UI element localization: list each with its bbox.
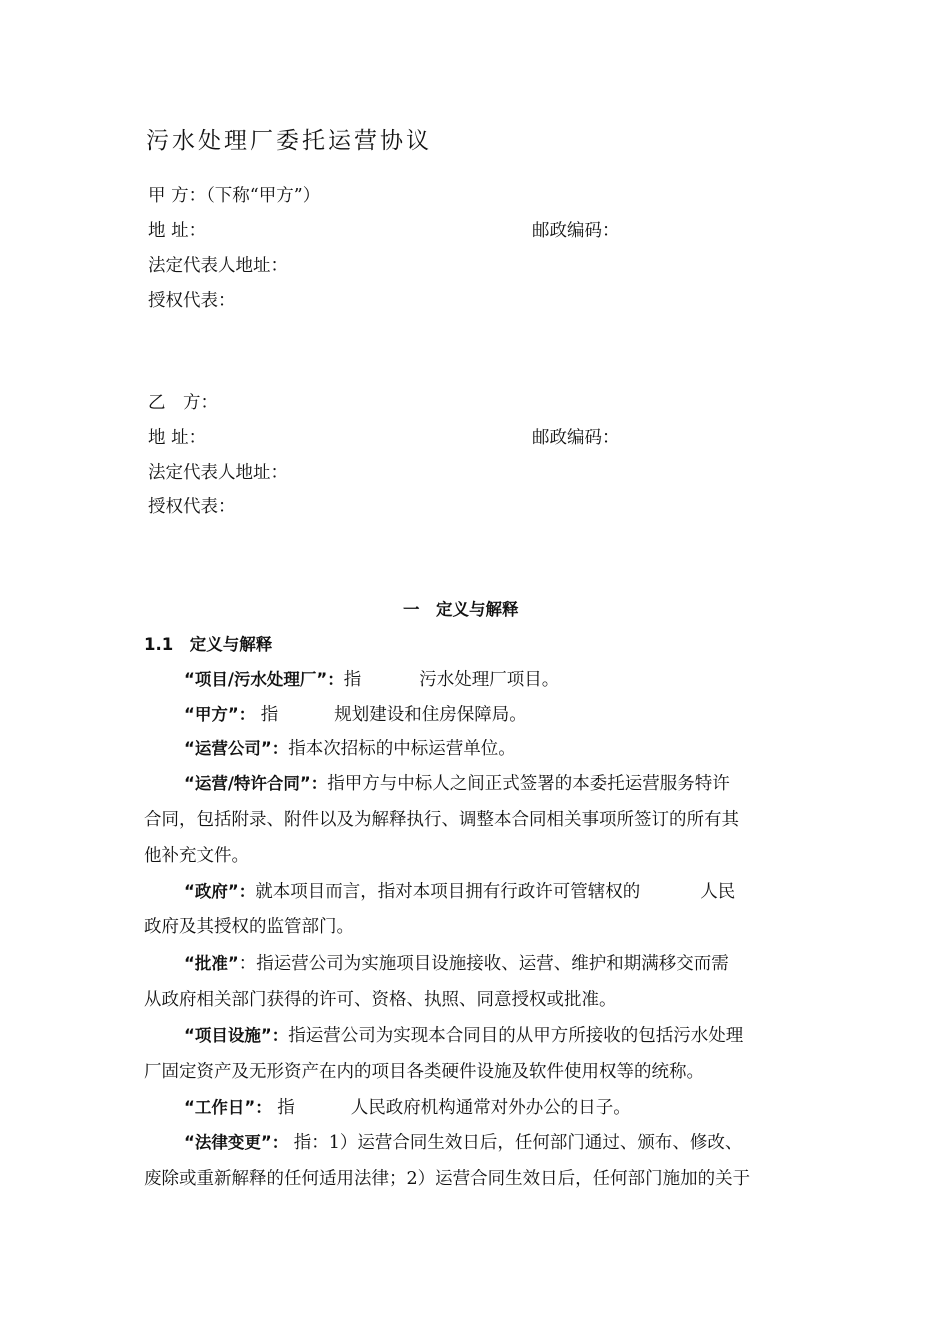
definition-continuation: 废除或重新解释的任何适用法律；2）运营合同生效日后，任何部门施加的关于 [144, 1169, 751, 1189]
definition-text: 指运营公司为实现本合同目的从甲方所接收的包括污水处理 [288, 1026, 744, 1046]
definition-item [184, 880, 735, 904]
definition-continuation: 他补充文件。 [144, 846, 249, 866]
definition-item [184, 703, 527, 727]
definition-text: 污水处理厂项目。 [419, 670, 560, 690]
definition-continuation: 厂固定资产及无形资产在内的项目各类硬件设施及软件使用权等的统称。 [144, 1062, 704, 1082]
document-title: 污水处理厂委托运营协议 [146, 128, 432, 154]
definition-item [184, 668, 559, 692]
definition-term: “运营公司”： [184, 739, 289, 758]
party-a-name-label: 甲 方：（下称“甲方”） [148, 186, 321, 206]
definition-term: “法律变更”： [184, 1133, 289, 1152]
definition-item [184, 772, 730, 796]
definition-text: 指甲方与中标人之间正式签署的本委托运营服务特许 [327, 774, 730, 794]
party-b-name-label: 乙 方： [148, 393, 218, 413]
definition-text: 就本项目而言，指对本项目拥有行政许可管辖权的 [255, 882, 641, 902]
party-b-authorized-rep-label: 授权代表： [148, 497, 236, 517]
definition-item [184, 1096, 631, 1120]
party-a-authorized-rep-label: 授权代表： [148, 291, 236, 311]
definition-text: 指 [343, 670, 362, 690]
definition-text: 人民政府机构通常对外办公的日子。 [350, 1098, 631, 1118]
party-a-address-label: 地 址： [148, 221, 207, 241]
definition-item [184, 737, 516, 761]
definition-text: 指本次招标的中标运营单位。 [288, 739, 516, 759]
definition-term: “甲方”： [184, 705, 256, 724]
party-a-legal-rep-address-label: 法定代表人地址： [148, 256, 288, 276]
definition-term: “政府”： [184, 882, 256, 901]
definition-term: “工作日”： [184, 1098, 272, 1117]
party-b-address-label: 地 址： [148, 428, 207, 448]
definition-term: “项目/污水处理厂”： [184, 670, 344, 689]
section-heading: 一 定义与解释 [403, 600, 519, 619]
definition-item [184, 1024, 743, 1048]
party-a-postcode-label: 邮政编码： [532, 221, 620, 241]
definition-term: “运营/特许合同”： [184, 774, 328, 793]
definition-continuation: 政府及其授权的监管部门。 [144, 917, 354, 937]
party-b-postcode-label: 邮政编码： [532, 428, 620, 448]
definition-text: 人民 [700, 882, 736, 902]
definition-text: 指 [271, 1098, 295, 1118]
definition-text: 指 [255, 705, 279, 725]
definition-text: 规划建设和住房保障局。 [334, 705, 527, 725]
definition-continuation: 从政府相关部门获得的许可、资格、执照、同意授权或批准。 [144, 990, 617, 1010]
definition-continuation: 合同，包括附录、附件以及为解释执行、调整本合同相关事项所签订的所有其 [144, 810, 739, 830]
definition-item [184, 1131, 742, 1155]
definition-text: 指：1）运营合同生效日后，任何部门通过、颁布、修改、 [288, 1133, 743, 1153]
definition-term: “项目设施”： [184, 1026, 289, 1045]
definition-text: ：指运营公司为实施项目设施接收、运营、维护和期满移交而需 [238, 954, 729, 974]
subsection-heading: 1.1 定义与解释 [144, 635, 273, 654]
definition-item [184, 952, 729, 976]
definition-term: “批准” [184, 954, 239, 973]
party-b-legal-rep-address-label: 法定代表人地址： [148, 463, 288, 483]
